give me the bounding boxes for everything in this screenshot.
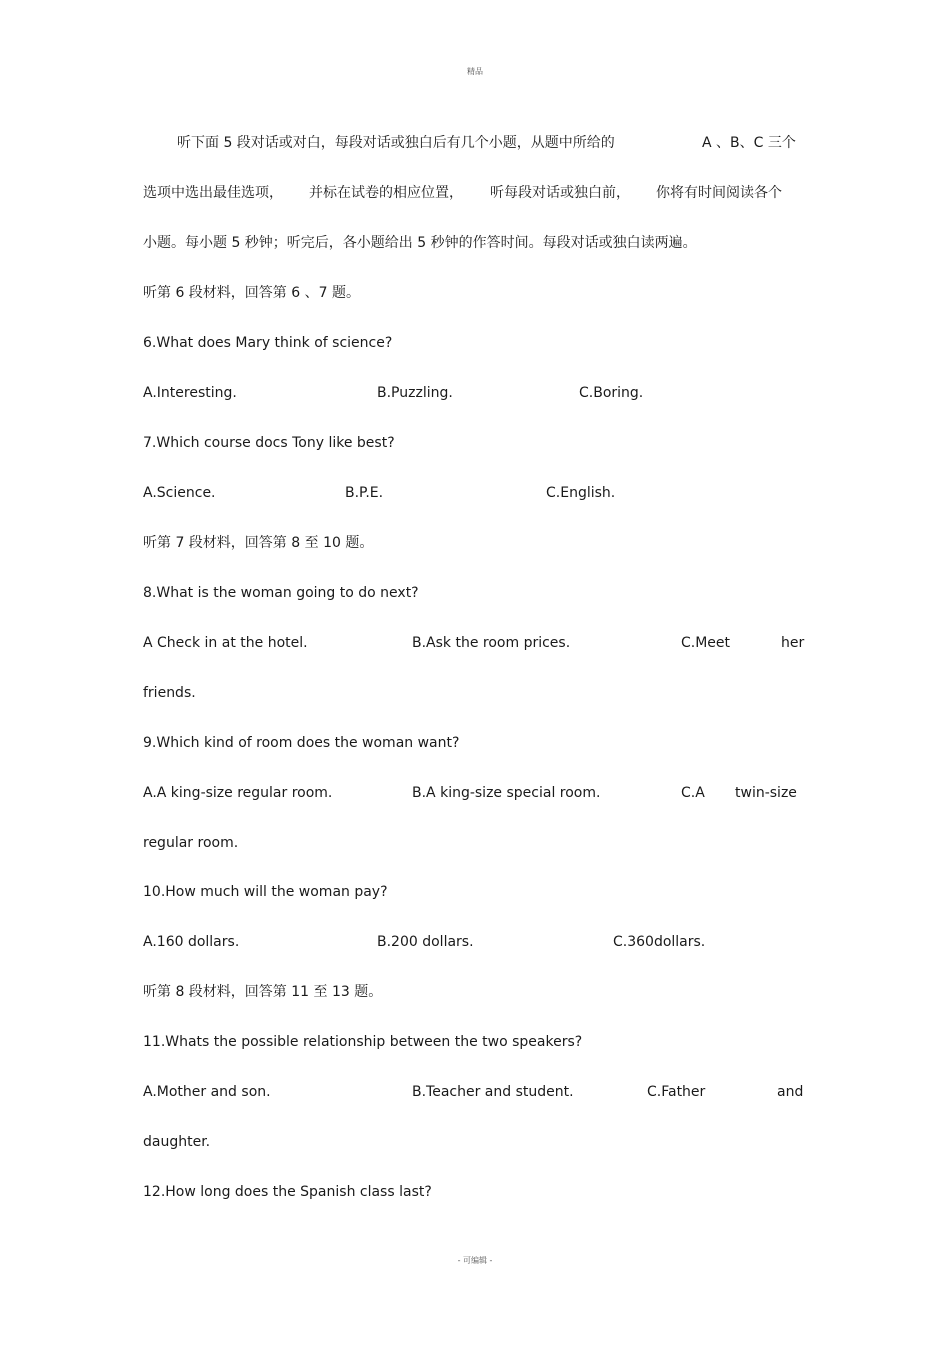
intro-line-2a: 选项中选出最佳选项，: [143, 185, 283, 201]
page-header: 精品: [467, 67, 483, 76]
q6-option-b: B.Puzzling.: [377, 385, 453, 401]
q8-option-b: B.Ask the room prices.: [412, 635, 571, 651]
q7-option-b: B.P.E.: [345, 485, 384, 501]
section-8-heading: 听第 8 段材料，回答第 11 至 13 题。: [143, 984, 383, 1000]
q11-option-c: C.Father: [647, 1084, 706, 1100]
section-6-heading: 听第 6 段材料，回答第 6 、7 题。: [143, 285, 360, 301]
q11-option-a: A.Mother and son.: [143, 1084, 271, 1100]
q11-option-c-word: and: [777, 1084, 804, 1100]
q9-option-b: B.A king-size special room.: [412, 785, 601, 801]
intro-line-1b: A 、B、C 三个: [702, 135, 796, 151]
intro-line-2b: 并标在试卷的相应位置，: [309, 185, 463, 201]
q8-option-c-continued: friends.: [143, 685, 196, 701]
question-6: 6.What does Mary think of science?: [143, 335, 393, 351]
q8-option-a: A Check in at the hotel.: [143, 635, 308, 651]
q9-option-c-word: twin-size: [735, 785, 797, 801]
question-9: 9.Which kind of room does the woman want?: [143, 735, 460, 751]
q6-option-a: A.Interesting.: [143, 385, 237, 401]
q7-option-a: A.Science.: [143, 485, 216, 501]
q9-option-c: C.A: [681, 785, 705, 801]
q10-option-c: C.360dollars.: [613, 934, 706, 950]
intro-line-2c: 听每段对话或独白前，: [490, 185, 630, 201]
intro-line-1a: 听下面 5 段对话或对白，每段对话或独白后有几个小题，从题中所给的: [177, 135, 615, 151]
question-8: 8.What is the woman going to do next?: [143, 585, 419, 601]
q8-option-c-word: her: [781, 635, 805, 651]
q6-option-c: C.Boring.: [579, 385, 644, 401]
intro-line-3: 小题。每小题 5 秒钟；听完后，各小题给出 5 秒钟的作答时间。每段对话或独白读两遍。: [143, 235, 697, 251]
q8-option-c: C.Meet: [681, 635, 731, 651]
question-7: 7.Which course docs Tony like best?: [143, 435, 395, 451]
page-footer: - 可编辑 -: [457, 1256, 493, 1265]
q9-option-c-continued: regular room.: [143, 835, 239, 851]
section-7-heading: 听第 7 段材料，回答第 8 至 10 题。: [143, 535, 374, 551]
q11-option-c-continued: daughter.: [143, 1134, 211, 1150]
q10-option-a: A.160 dollars.: [143, 934, 240, 950]
q7-option-c: C.English.: [546, 485, 616, 501]
question-12: 12.How long does the Spanish class last?: [143, 1184, 432, 1200]
question-11: 11.Whats the possible relationship between the two speakers?: [143, 1034, 583, 1050]
q9-option-a: A.A king-size regular room.: [143, 785, 333, 801]
q10-option-b: B.200 dollars.: [377, 934, 474, 950]
question-10: 10.How much will the woman pay?: [143, 884, 388, 900]
q11-option-b: B.Teacher and student.: [412, 1084, 574, 1100]
intro-line-2d: 你将有时间阅读各个: [656, 185, 782, 201]
